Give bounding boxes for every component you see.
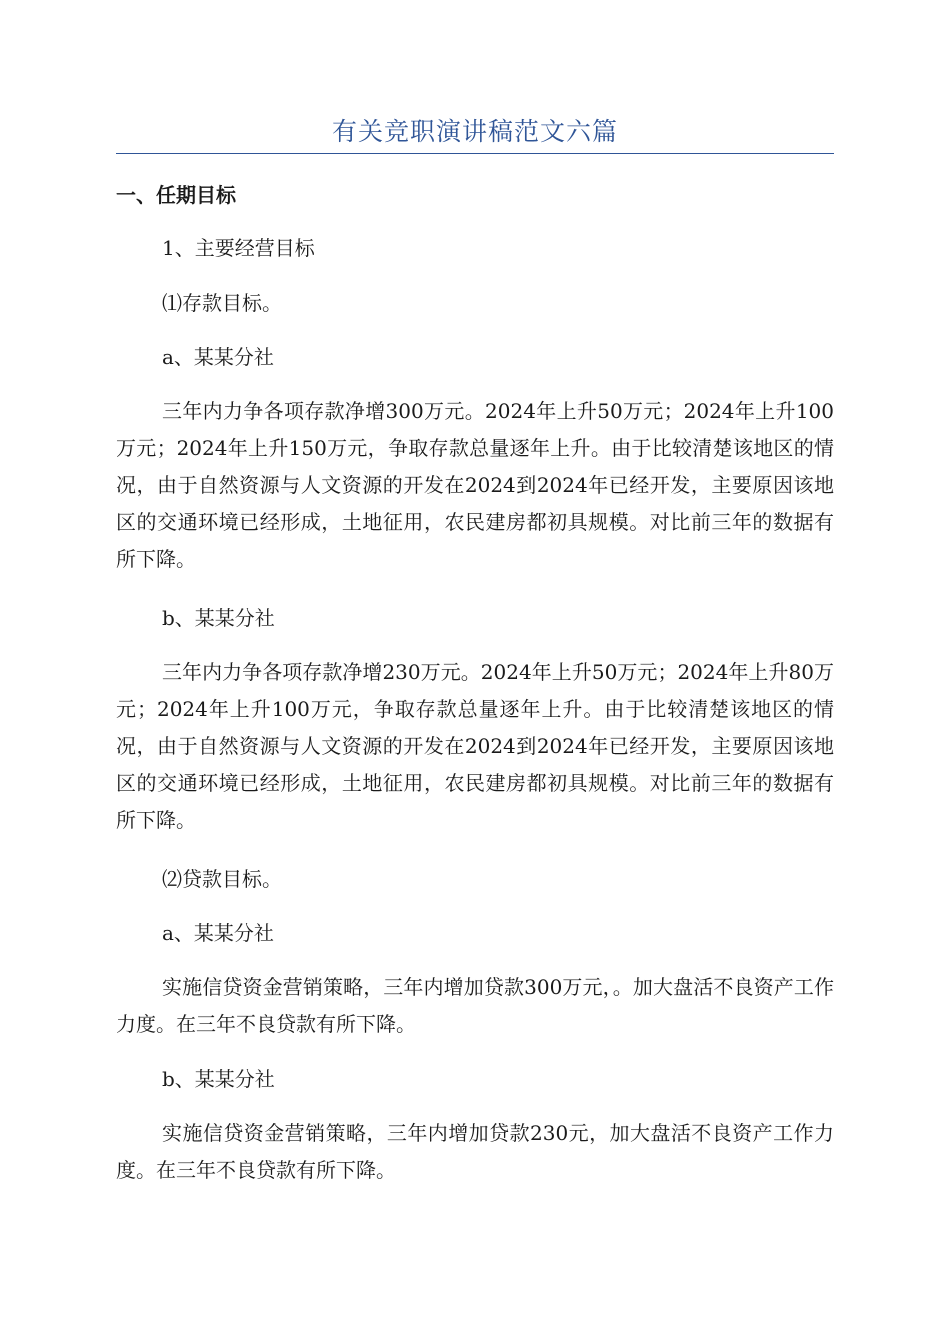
branch-a-deposit-label: a、某某分社 — [162, 345, 274, 369]
title-underline — [116, 153, 834, 154]
sub-heading-main-goals: 1、主要经营目标 — [162, 236, 315, 260]
branch-b-loan-label: b、某某分社 — [162, 1067, 275, 1091]
paragraph-branch-b-deposit: 三年内力争各项存款净增230万元。2024年上升50万元；2024年上升80万元；2024年上升100万元，争取存款总量逐年上升。由于比较清楚该地区的情况，由于自然资源与人文资源的开发在2024到2024年已经开发，主要原因该地区的交通环境已经形成，土地征用，农民建房都初具规模。对比前三年的数据有所下降。 — [116, 660, 834, 832]
item-deposit-target: ⑴存款目标。 — [162, 291, 282, 315]
paragraph-branch-a-deposit: 三年内力争各项存款净增300万元。2024年上升50万元；2024年上升100万元；2024年上升150万元，争取存款总量逐年上升。由于比较清楚该地区的情况，由于自然资源与人文资源的开发在2024到2024年已经开发，主要原因该地区的交通环境已经形成，土地征用，农民建房都初具规模。对比前三年的数据有所下降。 — [116, 399, 834, 571]
paragraph-branch-a-loan: 实施信贷资金营销策略，三年内增加贷款300万元，。加大盘活不良资产工作力度。在三年不良贷款有所下降。 — [116, 975, 834, 1036]
branch-b-deposit-label: b、某某分社 — [162, 606, 275, 630]
item-loan-target: ⑵贷款目标。 — [162, 867, 282, 891]
branch-a-loan-label: a、某某分社 — [162, 921, 274, 945]
section-heading: 一、任期目标 — [116, 183, 236, 207]
paragraph-branch-b-loan: 实施信贷资金营销策略，三年内增加贷款230元，加大盘活不良资产工作力度。在三年不良贷款有所下降。 — [116, 1121, 834, 1182]
document-title: 有关竞职演讲稿范文六篇 — [331, 117, 618, 146]
